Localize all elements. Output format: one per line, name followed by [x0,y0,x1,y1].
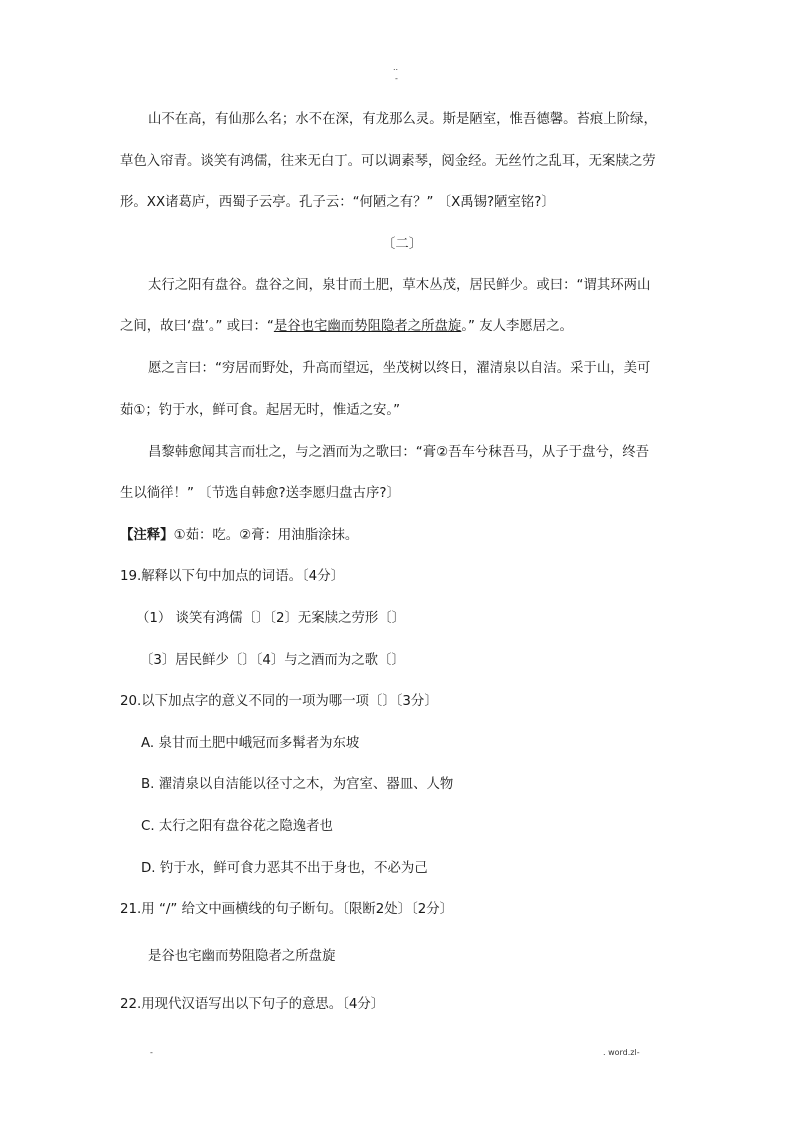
passage2-line-4: 茹①；钓于水，鲜可食。起居无时，惟适之安。” [120,403,401,418]
footer-left: - [150,1048,153,1057]
note-label: 【注释】 [120,528,174,543]
passage2-line-6: 生以徜徉！” 〔节选自韩愈?送李愿归盘古序?〕 [120,486,400,501]
question-20-stem: 20.以下加点字的意义不同的一项为哪一项〔〕〔3分〕 [120,694,438,709]
question-19-row-1: （1） 谈笑有鸿儒〔〕〔2〕无案牍之劳形〔〕 [136,611,406,626]
passage2-line-2 [120,318,573,336]
question-21-sentence: 是谷也宅幽而势阻隐者之所盘旋 [148,949,336,964]
note-text: ①茹：吃。②膏：用油脂涂抹。 [173,528,359,543]
passage2-line-1: 太行之阳有盘谷。盘谷之间，泉甘而土肥，草木丛茂，居民鲜少。或曰：“谓其环两山 [148,278,651,293]
footer-right: . word.zl- [603,1048,640,1057]
passage2-line-5: 昌黎韩愈闻其言而壮之，与之酒而为之歌曰：“膏②吾车兮秣吾马，从子于盘兮，终吾 [148,445,650,460]
question-19-row-2: 〔3〕居民鲜少〔〕〔4〕与之酒而为之歌〔〕 [140,653,405,668]
question-20-option-b: B. 濯清泉以自洁能以径寸之木，为宫室、器皿、人物 [141,777,454,792]
question-20-option-c: C. 太行之阳有盘谷花之隐逸者也 [141,819,333,834]
note [120,527,358,545]
header-dots: .. [393,63,399,72]
question-20-option-a: A. 泉甘而土肥中峨冠而多髯者为东坡 [141,736,360,751]
question-22-stem: 22.用现代汉语写出以下句子的意思。〔4分〕 [120,997,385,1012]
underlined-sentence: 是谷也宅幽而势阻隐者之所盘旋 [273,319,462,334]
passage2-line-2-before: 之间，故曰‘盘’。” 或曰：“ [120,319,274,334]
passage1-line-2: 草色入帘青。谈笑有鸿儒，往来无白丁。可以调素琴，阅金经。无丝竹之乱耳，无案牍之劳 [120,154,656,169]
header-dash: - [395,74,398,83]
passage1-line-1: 山不在高，有仙那么名；水不在深，有龙那么灵。斯是陋室，惟吾德馨。苔痕上阶绿， [148,112,657,127]
question-20-option-d: D. 钓于水，鲜可食力恶其不出于身也，不必为己 [141,861,428,876]
question-21-stem: 21.用 “/” 给文中画横线的句子断句。〔限断2处〕〔2分〕 [120,902,454,917]
passage1-line-3: 形。XX诸葛庐，西蜀子云亭。孔子云：“何陋之有？” 〔X禹锡?陋室铭?〕 [120,195,555,210]
question-19-stem: 19.解释以下句中加点的词语。〔4分〕 [120,569,344,584]
passage2-line-3: 愿之言曰：“穷居而野处，升高而望远，坐茂树以终日，濯清泉以自洁。采于山，美可 [148,361,651,376]
passage2-line-2-after: 。” 友人李愿居之。 [461,319,573,334]
section-title: 〔二〕 [382,237,423,252]
